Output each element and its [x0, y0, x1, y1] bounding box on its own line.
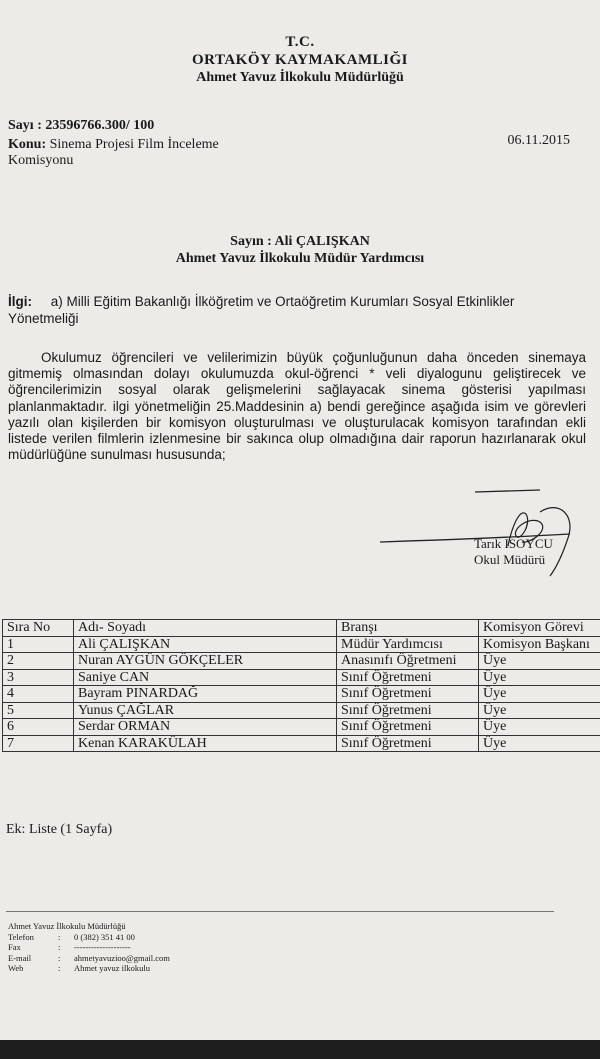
table-cell: Üye: [479, 686, 600, 703]
header-country: T.C.: [285, 34, 315, 50]
table-cell: Nuran AYGÜN GÖKÇELER: [74, 653, 337, 670]
table-cell: Sınıf Öğretmeni: [337, 702, 479, 719]
sayi-label: Sayı: [8, 118, 34, 133]
table-cell: 6: [3, 719, 74, 736]
reference-number: [8, 118, 154, 134]
table-row: [3, 686, 600, 703]
table-cell: Saniye CAN: [74, 669, 337, 686]
table-cell: 3: [3, 669, 74, 686]
table-cell: Bayram PINARDAĞ: [74, 686, 337, 703]
table-cell: 1: [3, 636, 74, 653]
table-cell: Üye: [479, 719, 600, 736]
table-row: [3, 653, 600, 670]
subject: [8, 137, 219, 153]
table-header-row: [3, 620, 600, 637]
footer-email: E-mail : ahmetyavuzioo@gmail.com: [8, 952, 170, 963]
table-cell: Üye: [479, 653, 600, 670]
table-cell: Üye: [479, 669, 600, 686]
footer-web: Web : Ahmet yavuz ilkokulu: [8, 963, 151, 973]
table-cell: Sınıf Öğretmeni: [337, 686, 479, 703]
table-cell: Sınıf Öğretmeni: [337, 719, 479, 736]
ilgi-label: İlgi:: [8, 294, 32, 309]
konu-value: Sinema Projesi Film İnceleme: [49, 137, 219, 152]
table-cell: Serdar ORMAN: [74, 719, 337, 736]
addressee-name: Sayın : Ali ÇALIŞKAN: [230, 234, 370, 249]
header-school: Ahmet Yavuz İlkokulu Müdürlüğü: [196, 70, 404, 85]
footer-divider: [6, 911, 554, 912]
ilgi-reference: [8, 293, 588, 327]
table-row: [3, 735, 600, 752]
footer-contact: [8, 921, 170, 974]
attachment-note: Ek: Liste (1 Sayfa): [6, 822, 113, 837]
committee-table: [2, 619, 600, 752]
addressee-title: Ahmet Yavuz İlkokulu Müdür Yardımcısı: [175, 251, 425, 266]
table-row: [3, 669, 600, 686]
table-cell: Üye: [479, 735, 600, 752]
table-row: [3, 636, 600, 653]
footer-org: Ahmet Yavuz İlkokulu Müdürlüğü: [8, 921, 126, 931]
table-row: [3, 719, 600, 736]
column-header: Sıra No: [3, 620, 74, 637]
table-cell: Üye: [479, 702, 600, 719]
konu-label: Konu:: [8, 137, 47, 152]
table-cell: Yunus ÇAĞLAR: [74, 702, 337, 719]
document-date: 06.11.2015: [507, 133, 570, 148]
footer-fax: Fax : --------------------: [8, 942, 131, 952]
table-cell: Müdür Yardımcısı: [337, 636, 479, 653]
table-cell: 4: [3, 686, 74, 703]
table-cell: Kenan KARAKÜLAH: [74, 735, 337, 752]
column-header: Adı- Soyadı: [74, 620, 337, 637]
table-cell: Ali ÇALIŞKAN: [74, 636, 337, 653]
table-cell: Sınıf Öğretmeni: [337, 669, 479, 686]
column-header: Komisyon Görevi: [479, 620, 600, 637]
column-header: Branşı: [337, 620, 479, 637]
signatory-title: Okul Müdürü: [474, 552, 546, 567]
body-paragraph: Okulumuz öğrencileri ve velilerimizin büyük çoğunluğunun daha önceden sinemaya gitmemiş olmasından dolayı okulumuzda okul-öğrenci * veli diyalogunu geliştirecek ve öğrencilerimizin sosyal olarak gelişmelerini sağlayacak sinema gösterisi yapılması planlanmaktadır. ilgi yönetmeliğin 25.Maddesinin a) bendi gereğince aşağıda isim ve görevleri yazılı olan kişilerden bir komisyon oluşturulması ve oluşturulacak komisyon tarafından ekli listede verilen filmlerin izlenmesine bir sakınca olup olmadığına dair raporun hazırlanarak okul müdürlüğüne sunulması hususunda;: [8, 350, 586, 463]
table-cell: 2: [3, 653, 74, 670]
table-cell: 7: [3, 735, 74, 752]
table-cell: 5: [3, 702, 74, 719]
signatory-name: Tarık ISOYCU: [474, 536, 553, 551]
table-row: [3, 702, 600, 719]
table-cell: Sınıf Öğretmeni: [337, 735, 479, 752]
subject-continued: Komisyonu: [8, 153, 74, 168]
footer-telefon: Telefon : 0 (382) 351 41 00: [8, 931, 135, 942]
ilgi-text: a) Milli Eğitim Bakanlığı İlköğretim ve Ortaöğretim Kurumları Sosyal Etkinlikler Yönetmeliği: [8, 294, 515, 326]
sayi-value: : 23596766.300/ 100: [37, 118, 155, 133]
table-cell: Komisyon Başkanı: [479, 636, 600, 653]
table-cell: Anasınıfı Öğretmeni: [337, 653, 479, 670]
header-district: ORTAKÖY KAYMAKAMLIĞI: [191, 52, 408, 68]
background-edge: [0, 1040, 600, 1059]
